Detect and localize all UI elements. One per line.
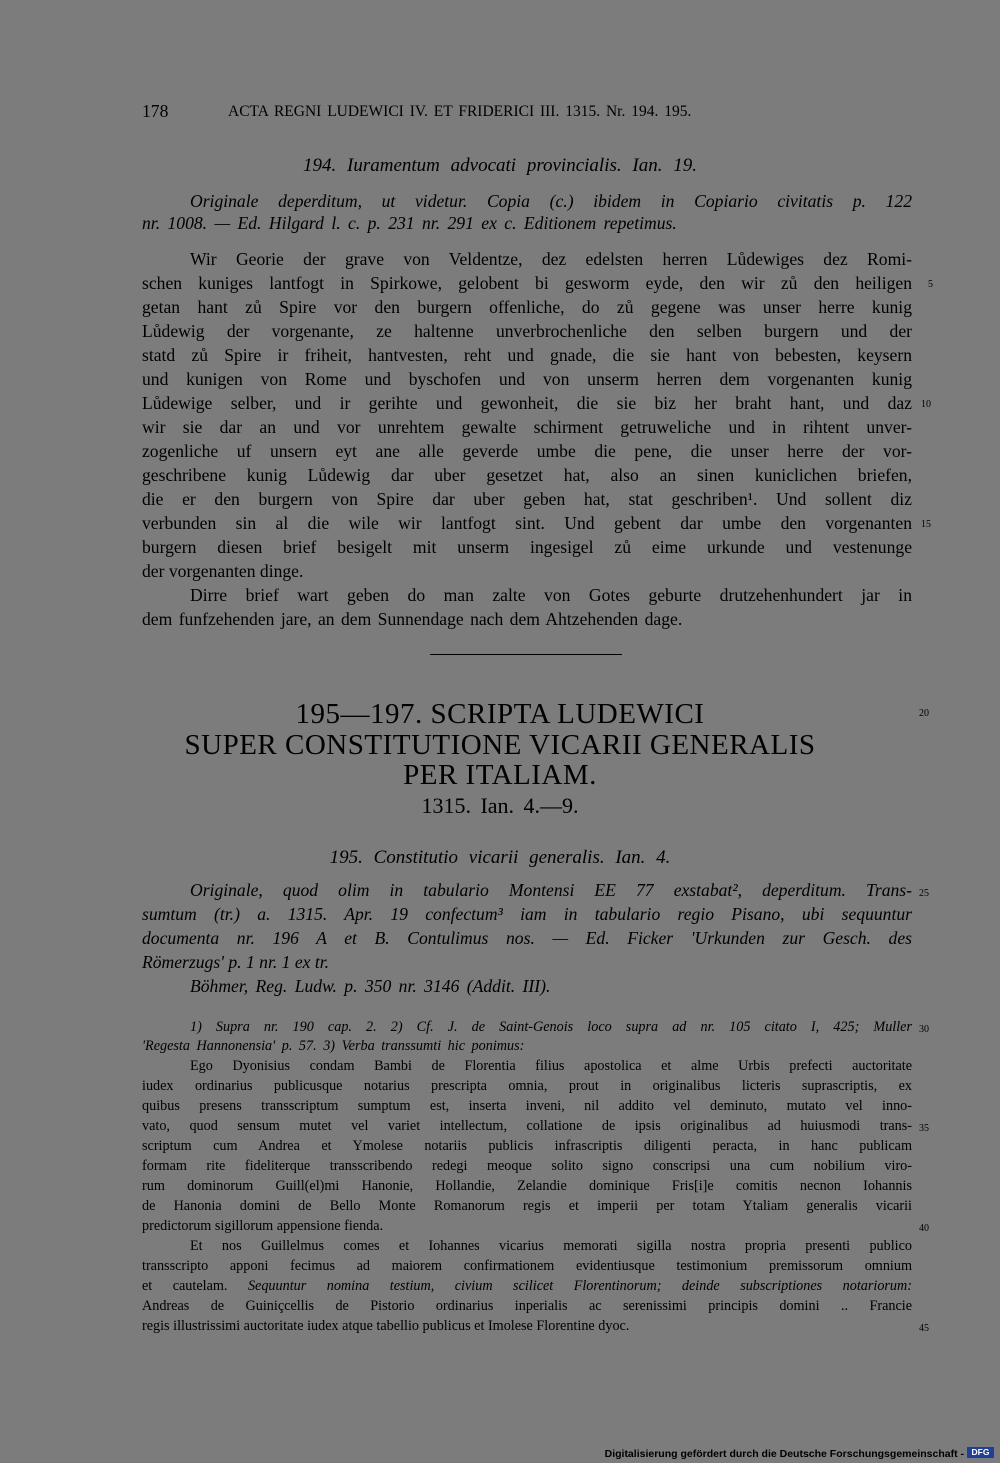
section-title-line: 195—197. SCRIPTA LUDEWICI: [295, 698, 705, 730]
line-number: 25: [919, 888, 929, 899]
footnote-line: 'Regesta Hannonensia' p. 57. 3) Verba transsumti hic ponimus:: [142, 1038, 525, 1054]
doc194-text-line: der vorgenanten dinge.: [142, 561, 304, 581]
line-number: 45: [919, 1323, 929, 1334]
footnote-line: quibus presens transscriptum sumptum est, inserta inveni, nil addito vel deminuto, mutato vel inno-: [142, 1098, 912, 1114]
doc195-source-line: documenta nr. 196 A et B. Contulimus nos. — Ed. Ficker 'Urkunden zur Gesch. des: [142, 928, 912, 948]
footnote-line: regis illustrissimi auctoritate iudex atque tabellio publicus et Imolese Florentine dyoc.: [142, 1318, 630, 1334]
footer-text: Digitalisierung gefördert durch die Deutsche Forschungsgemeinschaft -: [604, 1448, 964, 1460]
doc194-text-line: und kunigen von Rome und byschofen und von unserm herren dem vorgenanten kunig: [142, 369, 912, 389]
doc194-source-line: nr. 1008. — Ed. Hilgard l. c. p. 231 nr. 291 ex c. Editionem repetimus.: [142, 213, 677, 233]
doc194-text-line: Lůdewig der vorgenante, ze haltenne unverbrochenliche den selben burgern und der: [142, 321, 912, 341]
doc194-text-line: burgern diesen brief besigelt mit unserm ingesigel zů eime urkunde und vestenunge: [142, 537, 912, 557]
footnote-line-text: et cautelam. Sequuntur nomina testium, civium scilicet Florentinorum; deinde subscriptiones notariorum:: [142, 1278, 912, 1294]
doc194-text-line: schen kuniges lantfogt in Spirkowe, gelobent bi gesworm eyde, den wir zů den heiligen: [142, 273, 912, 293]
doc195-source-line: sumtum (tr.) a. 1315. Apr. 19 confectum³ iam in tabulario regio Pisano, ubi sequuntur: [142, 904, 912, 924]
section-title-line: PER ITALIAM.: [403, 759, 597, 791]
doc194-text-line: Lůdewige selber, und ir gerihte und gewonheit, die sie biz her braht hant, und daz: [142, 393, 912, 413]
footnote-line: Andreas de Guiniçcellis de Pistorio ordinarius inperialis ac serenissimi principis domini .. Francie: [142, 1298, 912, 1314]
footnote-line: vato, quod sensum mutet vel variet intellectum, collatione de ipsis originalibus ad huiusmodi trans-: [142, 1118, 912, 1134]
footnote-line: iudex ordinarius publicusque notarius prescripta omnia, prout in originalibus licteris suprascriptis, ex: [142, 1078, 912, 1094]
footnote-line: transscripto apponi fecimus ad maiorem confirmationem evidentiusque testimonium premissorum omnium: [142, 1258, 912, 1274]
footnote-line: de Hanonia domini de Bello Monte Romanorum regis et imperii per totam Ytaliam generalis vicarii: [142, 1198, 912, 1214]
footnote-line: [142, 1278, 912, 1295]
doc195-title: 195. Constitutio vicarii generalis. Ian. 4.: [329, 847, 671, 868]
doc195-source-line: Römerzugs' p. 1 nr. 1 ex tr.: [142, 952, 330, 972]
line-number: 10: [921, 399, 931, 410]
footnote-line: scriptum cum Andrea et Ymolese notariis publicis infrascriptis diligenti peracta, in hanc publicam: [142, 1138, 912, 1154]
line-number: 35: [919, 1123, 929, 1134]
doc194-text-line: geschribene kunig Lůdewig dar uber gesetzet hat, also an sinen kuniclichen briefen,: [142, 465, 912, 485]
footnote-line: Ego Dyonisius condam Bambi de Florentia filius apostolica et alme Urbis prefecti auctoritate: [190, 1058, 912, 1074]
doc195-source-line: Böhmer, Reg. Ludw. p. 350 nr. 3146 (Addit. III).: [190, 976, 551, 996]
doc194-text-line: statd zů Spire ir friheit, hantvesten, reht und gnade, die sie hant von bebesten, keysern: [142, 345, 912, 365]
doc194-text-line: Dirre brief wart geben do man zalte von Gotes geburte drutzehenhundert jar in: [190, 585, 912, 605]
doc194-text-line: dem funfzehenden jare, an dem Sunnendage nach dem Ahtzehenden dage.: [142, 609, 683, 629]
line-number: 30: [919, 1024, 929, 1035]
footer: [0, 1443, 1000, 1463]
section-date: 1315. Ian. 4.—9.: [421, 793, 579, 818]
line-number: 20: [919, 708, 929, 719]
doc194-text-line: zogenliche uf unsern eyt ane alle geverde umbe die pene, die unser herre der vor-: [142, 441, 912, 461]
doc195-source-line: Originale, quod olim in tabulario Montensi EE 77 exstabat², deperditum. Trans-: [190, 880, 912, 900]
line-number: 40: [919, 1223, 929, 1234]
line-number: 15: [921, 519, 931, 530]
doc194-text-line: wir sie dar an und vor unrehtem gewalte schirment getruweliche und in rihtent unver-: [142, 417, 912, 437]
section-divider: [430, 654, 622, 655]
section-title-line: SUPER CONSTITUTIONE VICARII GENERALIS: [184, 729, 816, 761]
footnote-line: 1) Supra nr. 190 cap. 2. 2) Cf. J. de Saint-Genois loco supra ad nr. 105 citato I, 425; Muller: [190, 1019, 912, 1035]
doc194-text-line: verbunden sin al die wile wir lantfogt sint. Und gebent dar umbe den vorgenanten: [142, 513, 912, 533]
line-number: 5: [928, 279, 933, 290]
running-title: ACTA REGNI LUDEWICI IV. ET FRIDERICI III. 1315. Nr. 194. 195.: [228, 103, 692, 120]
footnote-line: rum dominorum Guill(el)mi Hanonie, Hollandie, Zelandie dominique Fris[i]e comitis necnon Iohannis: [142, 1178, 912, 1194]
doc194-text-line: getan hant zů Spire vor den burgern offenliche, do zů gegene was unser herre kunig: [142, 297, 912, 317]
page-number: 178: [142, 101, 169, 121]
dfg-logo: DFG: [967, 1447, 994, 1458]
footnote-line: predictorum sigillorum appensione fienda.: [142, 1218, 384, 1234]
footnote-line: formam rite fideliterque transscribendo redegi meoque solito signo conscripsi una cum nobilium viro-: [142, 1158, 912, 1174]
doc194-title: 194. Iuramentum advocati provincialis. Ian. 19.: [303, 155, 697, 176]
doc194-source-line: Originale deperditum, ut videtur. Copia (c.) ibidem in Copiario civitatis p. 122: [190, 191, 912, 211]
footnote-line: Et nos Guillelmus comes et Iohannes vicarius memorati sigilla nostra propria presenti publico: [190, 1238, 912, 1254]
doc194-text-line: die er den burgern von Spire dar uber geben hat, stat geschriben¹. Und sollent diz: [142, 489, 912, 509]
doc194-text-line: Wir Georie der grave von Veldentze, dez edelsten herren Lůdewiges dez Romi-: [190, 249, 912, 269]
